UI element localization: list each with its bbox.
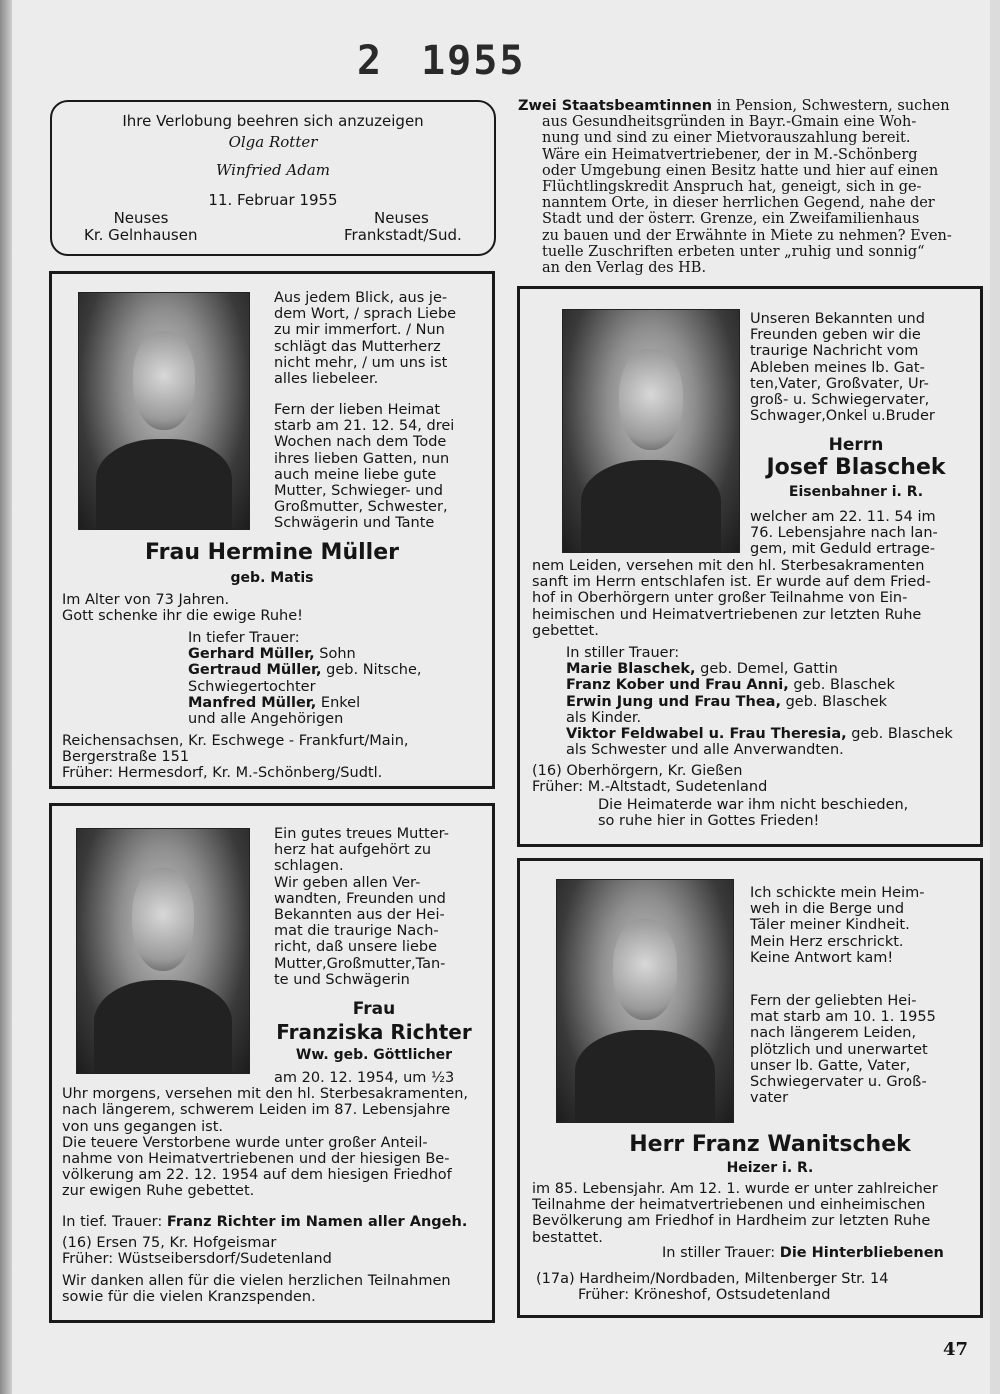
obituary-death-notice: welcher am 22. 11. 54 im 76. Lebensjahre nach lan- gem, mit Geduld ertrage- [750,509,938,558]
mourning-label: In stiller Trauer: [566,645,680,661]
classified-lead: Zwei Staatsbeamtinnen [518,98,713,114]
mourner-entry: Gertraud Müller, geb. Nitsche, [188,662,422,679]
classified-line: Zwei Staatsbeamtinnen in Pension, Schwestern, suchen [518,98,950,114]
deceased-name: Frau Hermine Müller [145,540,399,565]
mourning-label: In tiefer Trauer: [188,630,300,646]
portrait-body [94,980,232,1073]
engagement-intro: Ihre Verlobung beehren sich anzuzeigen [122,112,424,130]
obituary-address: (16) Ersen 75, Kr. Hofgeismar Früher: Wüstseibersdorf/Sudetenland [62,1235,332,1268]
obituary-age: Im Alter von 73 Jahren. Gott schenke ihr die ewige Ruhe! [62,592,303,625]
obituary-body: nem Leiden, versehen mit den hl. Sterbesakramenten sanft im Herrn entschlafen ist. Er wurde auf dem Fried- hof in Oberhörgern unter großer Teilnahme von Ein- heimischen und Heimatvertriebenen zur letzten Ruhe gebettet. [532,558,931,639]
mourner-entry: Die Hinterbliebenen [779,1245,944,1261]
classified-line: nanntem Orte, in dieser herrlichen Gegend, nahe der [542,195,935,212]
portrait-body [581,460,722,552]
portrait-photo [76,828,250,1074]
portrait-photo [78,292,250,530]
obituary-verse: Die Heimaterde war ihm nicht beschieden, so ruhe hier in Gottes Frieden! [598,797,909,830]
obituary-intro: Fern der geliebten Hei- mat starb am 10. 1. 1955 nach längerem Leiden, plötzlich und unerwartet unser lb. Gatte, Vater, Schwiegervater u. Groß- vater [750,993,936,1107]
newspaper-page [12,0,990,1394]
portrait-face [132,868,194,970]
deceased-title: Herrn [828,435,884,455]
classified-line: oder Umgebung einen Besitz hatte und hier auf einen [542,162,939,179]
engagement-announcement [50,100,496,256]
mourners-line [662,1245,944,1261]
mourners-list [188,630,422,727]
obituary-address: (17a) Hardheim/Nordbaden, Miltenberger Str. 14 Früher: Kröneshof, Ostsudetenland [536,1271,889,1304]
mourner-entry: Erwin Jung und Frau Thea, geb. Blaschek [566,693,888,710]
mourning-label: In stiller Trauer: [662,1245,776,1261]
engagement-date: 11. Februar 1955 [208,191,338,209]
portrait-body [575,1030,716,1122]
mourner-entry: als Kinder. [566,709,642,726]
mourner-entry: Schwiegertochter [188,678,316,695]
obituary-poem: Aus jedem Blick, aus je- dem Wort, / sprach Liebe zu mir immerfort. / Nun schlägt das Mutterherz nicht mehr, / um uns ist alles liebeleer. [274,290,457,388]
engagement-place-left-1: Neuses [113,209,169,227]
mourner-entry: als Schwester und alle Anverwandten. [566,742,844,759]
deceased-name: Josef Blaschek [766,455,946,480]
obituary-josef-blaschek [517,286,983,847]
engagement-place-right-2: Frankstadt/Sud. [344,226,462,244]
deceased-occupation: Eisenbahner i. R. [788,484,924,500]
classified-ad [518,98,970,276]
obituary-address: (16) Oberhörgern, Kr. Gießen Früher: M.-Altstadt, Sudetenland [532,763,768,796]
engagement-name-2: Winfried Adam [216,161,330,179]
obituary-address: Reichensachsen, Kr. Eschwege - Frankfurt/Main, Bergerstraße 151 Früher: Hermesdorf, Kr. M.-Schönberg/Sudtl. [62,733,409,782]
mourner-entry: Franz Richter im Namen aller Angeh. [166,1214,468,1230]
mourner-entry: Marie Blaschek, geb. Demel, Gattin [566,661,838,678]
portrait-photo [562,309,740,553]
obituary-body: am 20. 12. 1954, um ½3 Uhr morgens, versehen mit den hl. Sterbesakramenten, nach längerem, schwerem Leiden im 87. Lebensjahre von uns gegangen ist. Die teuere Verstorbene wurde unter großer Anteil- nahme von Heimatvertriebenen und der hiesigen Be- völkerung am 22. 12. 1954 auf dem hiesigen Friedhof zur ewigen Ruhe gebettet. [62,1070,469,1200]
obituary-franziska-richter [49,803,495,1323]
deceased-maiden-name: Ww. geb. Göttlicher [295,1047,453,1063]
issue-number: 2 [357,38,384,84]
mourner-entry: Manfred Müller, Enkel [188,694,361,711]
mourner-entry: Viktor Feldwabel u. Frau Theresia, geb. Blaschek [566,726,953,743]
obituary-hermine-mueller [49,271,495,789]
portrait-face [619,349,682,451]
deceased-maiden-name: geb. Matis [230,570,314,586]
mourner-entry: und alle Angehörigen [188,711,344,728]
obituary-thanks: Wir danken allen für die vielen herzlichen Teilnahmen sowie für die vielen Kranzspenden. [62,1273,451,1306]
classified-line: tuelle Zuschriften erbeten unter „ruhig und sonnig“ [542,243,925,260]
engagement-place-right-1: Neuses [374,209,429,227]
portrait-body [96,439,232,529]
deceased-name: Franziska Richter [276,1020,472,1044]
classified-line: aus Gesundheitsgründen in Bayr.-Gmain eine Woh- [542,114,917,131]
obituary-intro: Unseren Bekannten und Freunden geben wir die traurige Nachricht vom Ableben meines lb. Gat- ten,Vater, Großvater, Ur- groß- u. Schwiegervater, Schwager,Onkel u.Bruder [750,311,935,425]
classified-line: an den Verlag des HB. [542,260,707,277]
mourning-label: In tief. Trauer: [62,1214,163,1230]
mourner-entry: Franz Kober und Frau Anni, geb. Blaschek [566,677,895,694]
classified-line: zu bauen und der Erwähnte in Miete zu nehmen? Even- [542,227,952,244]
engagement-name-1: Olga Rotter [228,133,318,151]
mourner-entry: Gerhard Müller, Sohn [188,646,356,663]
classified-line: nung und sind zu einer Mietvorauszahlung bereit. [542,130,911,147]
engagement-place-left-2: Kr. Gelnhausen [84,226,198,244]
obituary-franz-wanitschek [517,858,983,1318]
obituary-body: im 85. Lebensjahr. Am 12. 1. wurde er unter zahlreicher Teilnahme der heimatvertriebenen und einheimischen Bevölkerung am Friedhof in Hardheim zur letzten Ruhe bestattet. [532,1181,938,1246]
obituary-intro: Fern der lieben Heimat starb am 21. 12. 54, drei Wochen nach dem Tode ihres lieben Gatten, nun auch meine liebe gute Mutter, Schwieger- und Großmutter, Schwester, Schwägerin und Tante [274,402,455,532]
page-fold-shadow [0,0,12,1394]
mourners-line [62,1214,467,1230]
obituary-poem: Ich schickte mein Heim- weh in die Berge und Täler meiner Kindheit. Mein Herz erschrickt. Keine Antwort kam! [750,885,925,966]
portrait-photo [556,879,734,1123]
classified-line: Wäre ein Heimatvertriebener, der in M.-Schönberg [542,146,918,163]
page-number: 47 [942,1339,968,1360]
deceased-occupation: Heizer i. R. [726,1160,814,1176]
obituary-intro: Ein gutes treues Mutter- herz hat aufgehört zu schlagen. Wir geben allen Ver- wandten, Freunden und Bekannten aus der Hei- mat die traurige Nach- richt, daß unsere liebe Mutter,Großmutter,Tan- te und Schwägerin [274,826,449,988]
classified-line: Stadt und der österr. Grenze, ein Zweifamilienhaus [542,211,920,228]
deceased-title: Frau [352,999,396,1019]
deceased-name: Herr Franz Wanitschek [629,1132,911,1157]
issue-year: 1955 [421,38,526,84]
mourners-list [566,645,953,758]
classified-line: Flüchtlingskredit Anspruch hat, geneigt, sich in ge- [542,179,922,196]
portrait-face [133,331,194,430]
issue-header [357,38,525,84]
portrait-face [613,919,676,1021]
